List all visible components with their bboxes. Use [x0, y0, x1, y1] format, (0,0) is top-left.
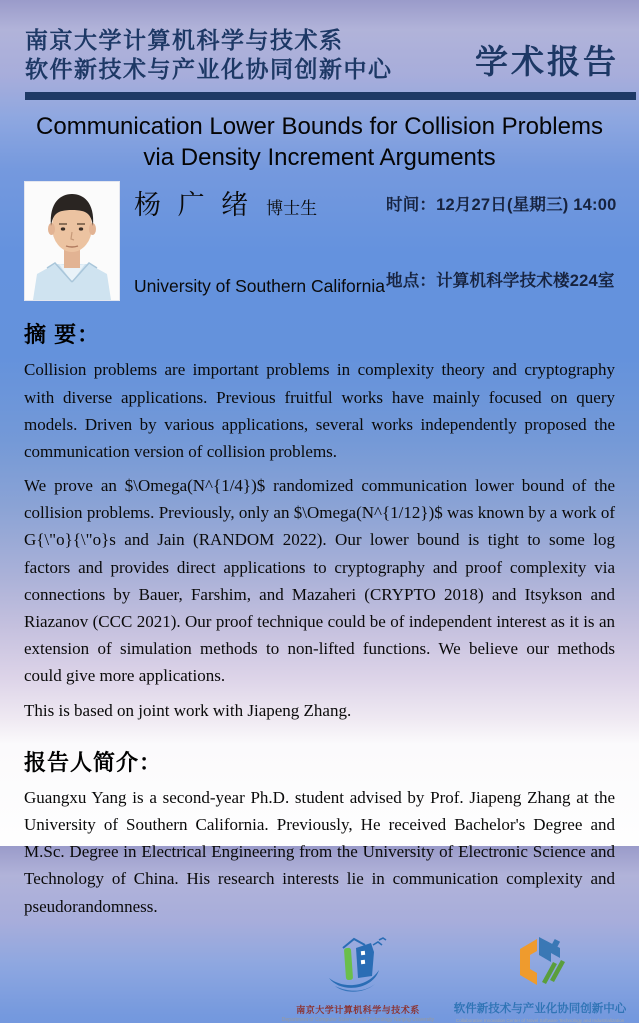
talk-location: 地点：计算机科学技术楼224室 [386, 272, 615, 291]
footer-logos [0, 936, 629, 1023]
speaker-portrait-graphic [25, 182, 119, 300]
abstract-heading: 摘 要： [24, 322, 101, 348]
organization-line2: 软件新技术与产业化协同创新中心 [25, 56, 393, 83]
speaker-degree: 博士生 [266, 199, 318, 219]
nju-cs-logo-chinese-label: 南京大学计算机科学与技术系 [296, 1004, 420, 1015]
talk-time: 时间：12月27日(星期三) 14:00 [386, 196, 617, 215]
seminar-badge: 学术报告 [475, 43, 619, 81]
speaker-name: 杨 广 绪 [134, 190, 253, 222]
cicnst-logo-icon [511, 936, 569, 992]
talk-title-line1: Communication Lower Bounds for Collision Problems [36, 113, 603, 141]
abstract-paragraph-2: We prove an $\Omega(N^{1/4})$ randomized communication lower bound of the collision problems. Previously, only an $\Omega(N^{1/12})$ was known by a work of G{\"o}{\"o}s and Jain (RANDOM 2022). Our lower bound is tight to some log factors and provides direct applications to cryptography and proof complexity via connections by Bauer, Farshim, and Mazaheri (CRYPTO 2018) and Itsykson and Riazanov (CCC 2021). Our proof technique could be of independent interest as it is an extension of simulation methods to non-lifted functions. We believe our methods could give more applications. [24, 476, 615, 686]
speaker-photo [24, 181, 120, 301]
header-divider-bar [25, 92, 636, 100]
organization-title [25, 26, 393, 84]
cicnst-logo [451, 936, 629, 1023]
cicnst-logo-chinese-label: 软件新技术与产业化协同创新中心 [453, 1002, 627, 1015]
speaker-section [24, 181, 629, 303]
poster-header [0, 0, 639, 100]
abstract-paragraph-1: Collision problems are important problems in complexity theory and cryptography with diverse applications. Previous fruitful works have mainly focused on query models. Driven by various applications, several works independently proposed the communication version of collision problems. [24, 360, 615, 461]
bio-heading: 报告人简介： [24, 749, 163, 775]
talk-title [0, 112, 639, 173]
nju-cs-logo-english-label: Department of Computer Science and Technology Nanjing University [281, 1016, 435, 1023]
bio-paragraph: Guangxu Yang is a second-year Ph.D. student advised by Prof. Jiapeng Zhang at the University of Southern California. Previously, He received Bachelor's Degree and M.Sc. Degree in Electrical Engineering from the University of Electronic Science and Technology of China. His research interests lie in communication complexity and pseudorandomness. [24, 787, 615, 916]
abstract-paragraph-3: This is based on joint work with Jiapeng Zhang. [24, 700, 352, 720]
talk-title-line2: via Density Increment Arguments [143, 143, 496, 171]
organization-line1: 南京大学计算机科学与技术系 [25, 27, 344, 53]
abstract-section [24, 318, 615, 723]
nju-cs-logo [279, 936, 437, 1023]
nju-cs-logo-icon [321, 936, 395, 996]
cicnst-logo-english-label: Collaborative Innovation Center of Novel Software Technology and Industrialization [455, 1017, 625, 1023]
speaker-affiliation: University of Southern California [134, 276, 385, 297]
bio-section [24, 746, 615, 920]
